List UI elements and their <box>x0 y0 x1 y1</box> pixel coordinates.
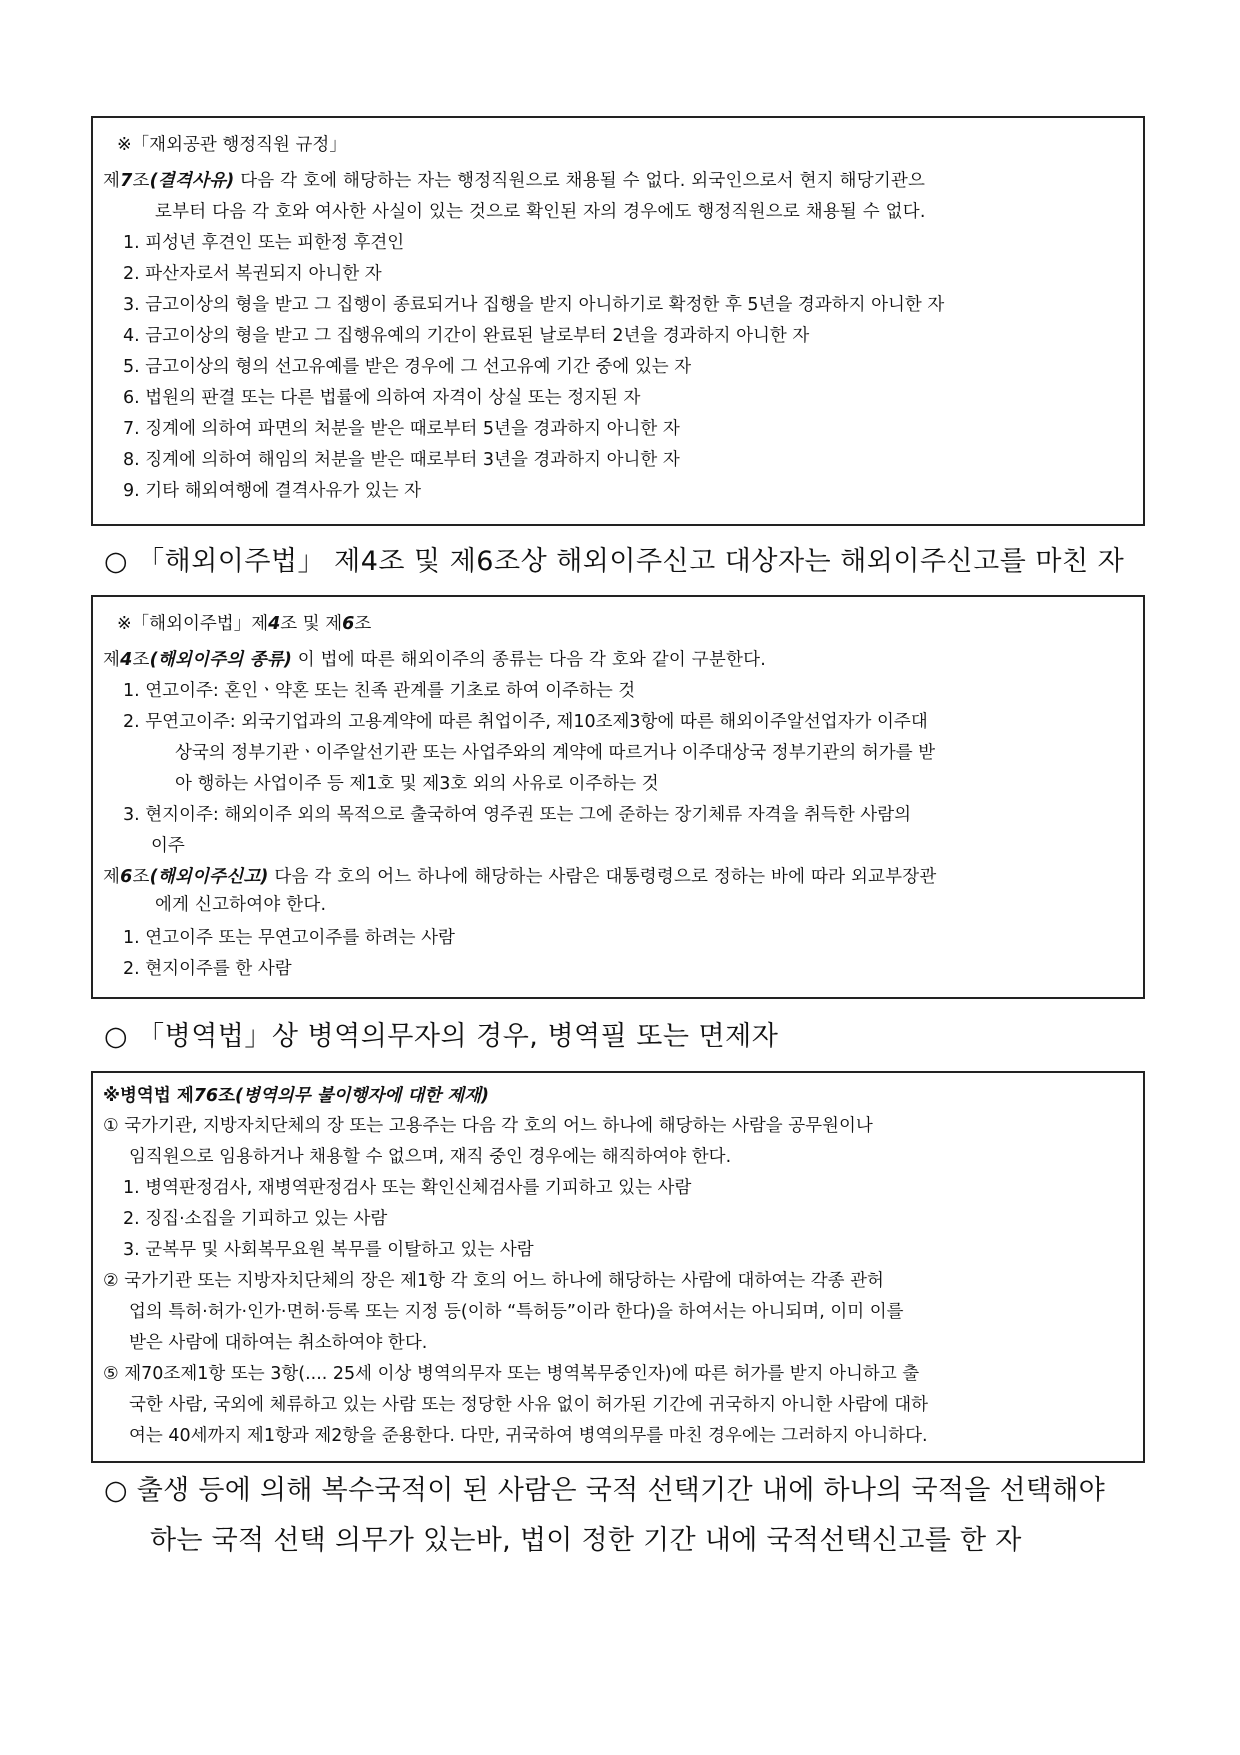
box-header: ※「해외이주법」제4조 및 제6조 <box>117 614 372 634</box>
nationality-line-2: 하는 국적 선택 의무가 있는바, 법이 정한 기간 내에 국적선택신고를 한 자 <box>150 1525 1022 1556</box>
box-header: ※병역법 제76조(병역의무 불이행자에 대한 제재) <box>103 1086 490 1106</box>
list-item: 1. 연고이주: 혼인ㆍ약혼 또는 친족 관계를 기초로 하여 이주하는 것 <box>123 681 636 701</box>
article-7: 제7조(결격사유) 다음 각 호에 해당하는 자는 행정직원으로 채용될 수 없다. 외국인으로서 현지 해당기관으 <box>103 171 926 191</box>
list-item: 3. 현지이주: 해외이주 외의 목적으로 출국하여 영주권 또는 그에 준하는 장기체류 자격을 취득한 사람의 이주 <box>123 805 912 856</box>
list-item: 1. 병역판정검사, 재병역판정검사 또는 확인신체검사를 기피하고 있는 사람 <box>123 1178 692 1198</box>
paragraph-5: ⑤ 제70조제1항 또는 3항(.... 25세 이상 병역의무자 또는 병역복무중인자)에 따른 허가를 받지 아니하고 출 국한 사람, 국외에 체류하고 있는 사람 또는 정당한 사유 없이 허가된 기간에 귀국하지 아니한 사람에 대하 여는 40세까지 제1항과 제2항을 준용한다. 다만, 귀국하여 병역의무를 마친 경우에는 그러하지 아니하다. <box>103 1364 929 1446</box>
section-emigration-heading: ○ 「해외이주법」 제4조 및 제6조상 해외이주신고 대상자는 해외이주신고를 마친 자 <box>104 546 1125 577</box>
list-item: 2. 징집·소집을 기피하고 있는 사람 <box>123 1209 388 1229</box>
paragraph-1: ① 국가기관, 지방자치단체의 장 또는 고용주는 다음 각 호의 어느 하나에 해당하는 사람을 공무원이나 임직원으로 임용하거나 채용할 수 없으며, 재직 중인 경우에는 해직하여야 한다. <box>103 1116 873 1167</box>
article-6-continued: 에게 신고하여야 한다. <box>155 895 327 915</box>
section-nationality <box>104 1466 1105 1566</box>
list-item: 2. 현지이주를 한 사람 <box>123 959 292 979</box>
article-4: 제4조(해외이주의 종류) 이 법에 따른 해외이주의 종류는 다음 각 호와 같이 구분한다. <box>103 650 766 670</box>
list-item: 3. 금고이상의 형을 받고 그 집행이 종료되거나 집행을 받지 아니하기로 확정한 후 5년을 경과하지 아니한 자 <box>123 295 945 315</box>
list-item: 9. 기타 해외여행에 결격사유가 있는 자 <box>123 481 422 501</box>
article-7-continued: 로부터 다음 각 호와 여사한 사실이 있는 것으로 확인된 자의 경우에도 행정직원으로 채용될 수 없다. <box>155 202 926 222</box>
list-item: 3. 군복무 및 사회복무요원 복무를 이탈하고 있는 사람 <box>123 1240 534 1260</box>
paragraph-2: ② 국가기관 또는 지방자치단체의 장은 제1항 각 호의 어느 하나에 해당하는 사람에 대하여는 각종 관허 업의 특허·허가·인가·면허·등록 또는 지정 등(이하 “특허등”이라 한다)을 하여서는 아니되며, 이미 이를 받은 사람에 대하여는 취소하여야 한다. <box>103 1271 904 1353</box>
list-item: 2. 파산자로서 복권되지 아니한 자 <box>123 264 382 284</box>
nationality-line-1: ○ 출생 등에 의해 복수국적이 된 사람은 국적 선택기간 내에 하나의 국적을 선택해야 <box>104 1475 1106 1506</box>
section-military-heading: ○ 「병역법」상 병역의무자의 경우, 병역필 또는 면제자 <box>104 1021 779 1052</box>
list-item: 1. 연고이주 또는 무연고이주를 하려는 사람 <box>123 928 455 948</box>
list-item: 5. 금고이상의 형의 선고유예를 받은 경우에 그 선고유예 기간 중에 있는 자 <box>123 357 692 377</box>
list-item: 4. 금고이상의 형을 받고 그 집행유예의 기간이 완료된 날로부터 2년을 경과하지 아니한 자 <box>123 326 810 346</box>
list-item: 6. 법원의 판결 또는 다른 법률에 의하여 자격이 상실 또는 정지된 자 <box>123 388 641 408</box>
list-item: 8. 징계에 의하여 해임의 처분을 받은 때로부터 3년을 경과하지 아니한 자 <box>123 450 680 470</box>
box-header: ※「재외공관 행정직원 규정」 <box>117 135 347 155</box>
list-item: 1. 피성년 후견인 또는 피한정 후견인 <box>123 233 405 253</box>
box-military-service-act <box>91 1071 1145 1463</box>
article-6: 제6조(해외이주신고) 다음 각 호의 어느 하나에 해당하는 사람은 대통령령으로 정하는 바에 따라 외교부장관 <box>103 867 937 887</box>
article-7-items <box>103 228 1133 507</box>
box-emigration-act <box>91 595 1145 999</box>
box-overseas-mission-regulation <box>91 116 1145 526</box>
list-item: 7. 징계에 의하여 파면의 처분을 받은 때로부터 5년을 경과하지 아니한 자 <box>123 419 680 439</box>
list-item: 2. 무연고이주: 외국기업과의 고용계약에 따른 취업이주, 제10조제3항에 따른 해외이주알선업자가 이주대 상국의 정부기관ㆍ이주알선기관 또는 사업주와의 계약에 따르거나 이주대상국 정부기관의 허가를 받 아 행하는 사업이주 등 제1호 및 제3호 외의 사유로 이주하는 것 <box>123 712 936 794</box>
